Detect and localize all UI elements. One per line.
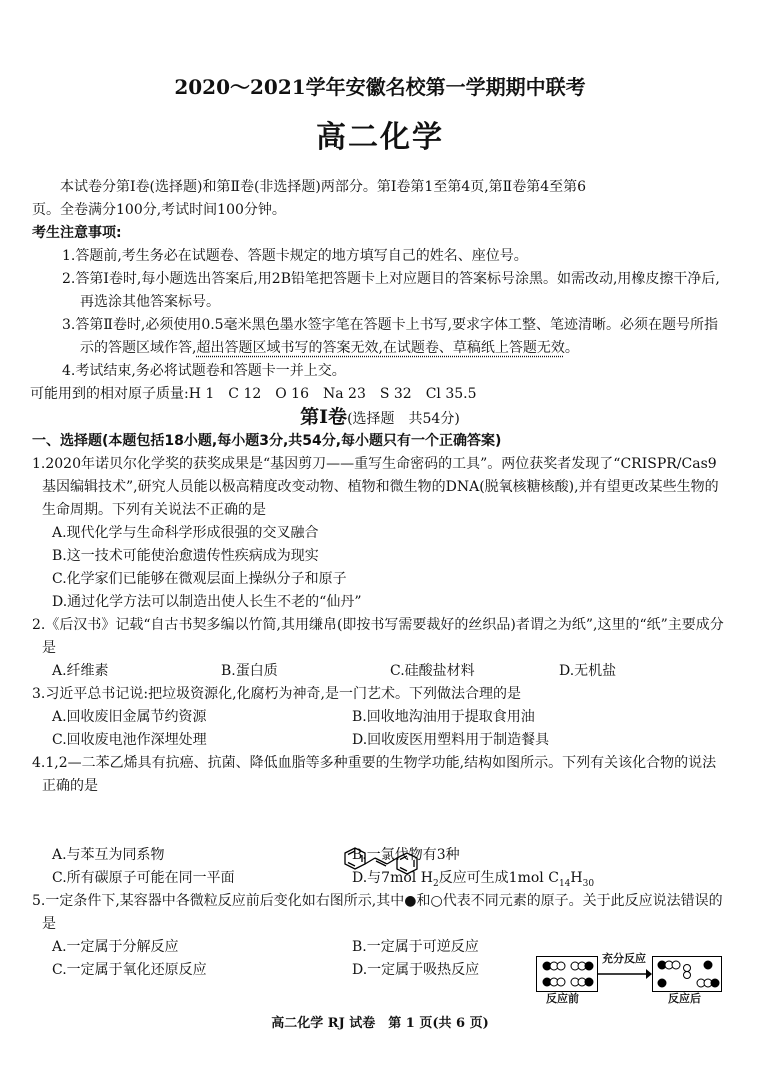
question-5-option-b: B.一定属于可逆反应 [352,939,479,955]
notice-item-3 [32,314,728,360]
question-1-option-d: D.通过化学方法可以制造出使人长生不老的“仙丹” [52,594,362,610]
question-4-figure-space [32,798,728,844]
question-3-option-a: A.回收废旧金属节约资源 [52,709,207,725]
question-1-stem: 1.2020年诺贝尔化学奖的获奖成果是“基因剪刀——重写生命密码的工具”。两位获奖者发现了“CRISPR/Cas9基因编辑技术”,研究人员能以极高精度改变动物、植物和微生物的DNA(脱氧核糖核酸),并有望更改某些生物的生命周期。下列有关说法不正确的是 [32,456,719,518]
subject-title: 高二化学 [316,120,444,155]
notice-item-4: 4.考试结束,务必将试题卷和答题卡一并上交。 [62,363,346,379]
arrow-label: 充分反应 [602,952,646,965]
question-3-option-d: D.回收废医用塑料用于制造餐具 [352,732,550,748]
after-reaction-box [652,956,722,992]
question-1-option-c: C.化学家们已能够在微观层面上操纵分子和原子 [52,571,347,587]
question-5-option-d: D.一定属于吸热反应 [352,962,480,978]
question-1-option-b: B.这一技术可能使治愈遗传性疾病成为现实 [52,548,319,564]
q4-d-sub-3: 30 [582,878,595,889]
notice-heading: 考生注意事项: [32,225,122,241]
question-3-option-b: B.回收地沟油用于提取食用油 [352,709,535,725]
after-label: 反应后 [668,992,701,1005]
question-3-options-cd [32,729,728,752]
question-3 [32,683,728,752]
section-instruction: 一、选择题(本题包括18小题,每小题3分,共54分,每小题只有一个正确答案) [32,433,502,449]
question-5-option-a: A.一定属于分解反应 [52,939,179,955]
page-footer: 高二化学 RJ 试卷 第 1 页(共 6 页) [271,1016,489,1031]
section-title-sub: (选择题 共54分) [347,411,460,427]
q4-d-sub-1: 2 [432,878,439,889]
question-5-option-c: C.一定属于氧化还原反应 [52,962,207,978]
notice-item-1: 1.答题前,考生务必在试题卷、答题卡规定的地方填写自己的姓名、座位号。 [62,248,528,264]
question-3-stem: 3.习近平总书记说:把垃圾资源化,化腐朽为神奇,是一门艺术。下列做法合理的是 [32,686,521,702]
question-2-option-d: D.无机盐 [559,663,617,679]
notice-item-3-end: 。 [564,340,579,356]
question-4-stem: 4.1,2—二苯乙烯具有抗癌、抗菌、降低血脂等多种重要的生物学功能,结构如图所示。下列有关该化合物的说法正确的是 [32,755,717,794]
question-4-option-a: A.与苯互为同系物 [52,847,165,863]
before-reaction-box [536,956,598,992]
reaction-diagram [530,954,730,1010]
section-title [0,406,760,431]
question-2-stem: 2.《后汉书》记载“自古书契多编以竹简,其用缣帛(即按书写需要裁好的丝织品)者谓之为纸”,这里的“纸”主要成分是 [32,617,724,656]
question-3-option-c: C.回收废电池作深埋处理 [52,732,207,748]
notice-item-3-emphasis: 超出答题区域书写的答案无效,在试题卷、草稿纸上答题无效 [196,340,565,356]
question-2-option-a: A.纤维素 [52,663,109,679]
question-4-option-c: C.所有碳原子可能在同一平面 [52,870,235,886]
q4-d-sub-2: 14 [558,878,571,889]
intro-line-2: 页。全卷满分100分,考试时间100分钟。 [32,202,286,218]
question-4-option-b: B.一氯代物有3种 [352,847,460,863]
question-2 [32,614,728,683]
exam-title: 2020～2021学年安徽名校第一学期期中联考 [174,75,586,99]
question-5-stem: 5.一定条件下,某容器中各微粒反应前后变化如右图所示,其中●和○代表不同元素的原子。关于此反应说法错误的是 [32,893,723,932]
q4-d-text-3: H [570,870,583,886]
intro-line-1: 本试卷分第Ⅰ卷(选择题)和第Ⅱ卷(非选择题)两部分。第Ⅰ卷第1至第4页,第Ⅱ卷第4至第6 [60,179,587,195]
notice-item-2: 2.答第Ⅰ卷时,每小题选出答案后,用2B铅笔把答题卡上对应题目的答案标号涂黑。如需改动,用橡皮擦干净后,再选涂其他答案标号。 [62,271,720,310]
section-title-main: 第Ⅰ卷 [300,406,348,428]
stilbene-structure-figure [338,846,422,880]
notice-item-3-text: 3.答第Ⅱ卷时,必须使用0.5毫米黑色墨水签字笔在答题卡上书写,要求字体工整、笔迹清晰。必须在题号所指示的答题区域作答, [62,317,719,356]
question-1 [32,453,728,614]
before-label: 反应前 [546,992,579,1005]
question-1-option-a: A.现代化学与生命科学形成很强的交叉融合 [52,525,319,541]
stilbene-bonds [345,848,417,874]
reaction-arrow-icon [596,968,652,980]
questions-block [32,430,728,982]
question-2-option-c: C.硅酸盐材料 [390,663,475,679]
atomic-masses: 可能用到的相对原子质量:H 1 C 12 O 16 Na 23 S 32 Cl 35.5 [30,386,477,402]
question-2-option-b: B.蛋白质 [221,663,278,679]
intro-paragraph [32,176,728,222]
after-particles [653,957,721,991]
before-particles [537,957,597,991]
notice-section [32,222,728,406]
question-2-options [32,660,728,683]
question-3-options-ab [32,706,728,729]
q4-d-text-2: 反应可生成1mol C [438,870,559,886]
q4-d-text-1: D.与7mol H [352,870,433,886]
